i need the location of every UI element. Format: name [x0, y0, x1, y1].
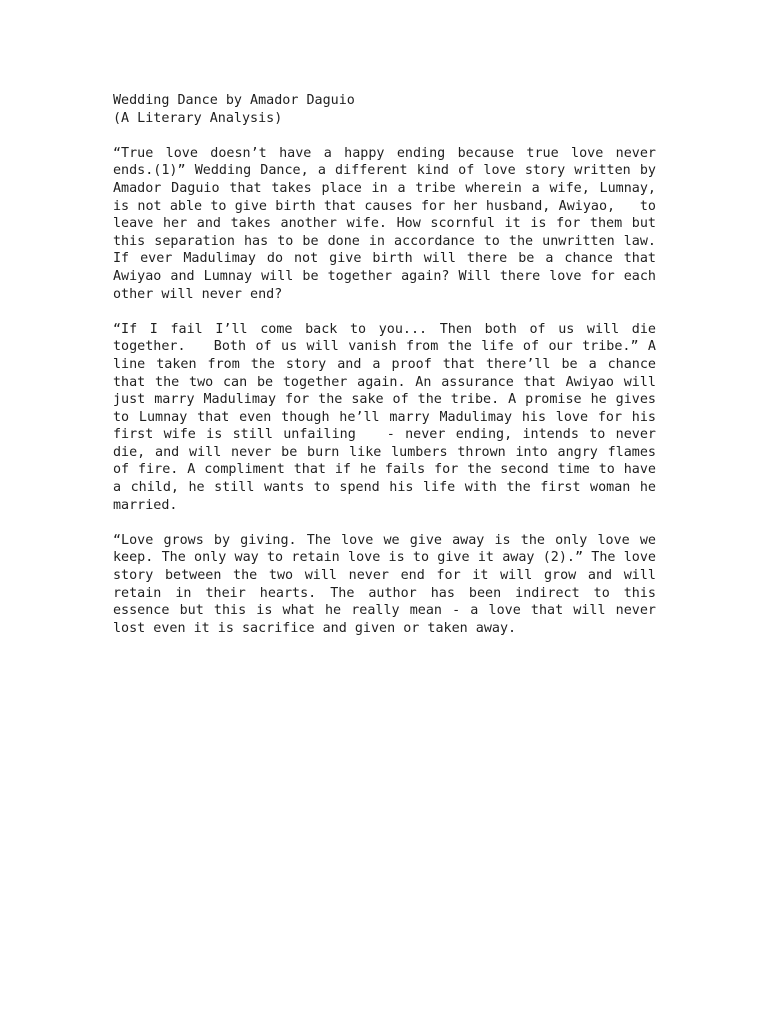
document-body — [113, 92, 681, 655]
paragraph-3: “Love grows by giving. The love we give away is the only love we keep. The only way to retain love is to give it away (2).” The love story between the two will never end for it will grow and will retain in their hearts. The author has been indirect to this essence but this is what he really mean - a love that will never lost even it is sacrifice and given or taken away. — [113, 532, 665, 636]
paragraph-2: “If I fail I’ll come back to you... Then both of us will die together. Both of us will vanish from the life of our tribe.” A line taken from the story and a proof that there’ll be a chance that the two can be together again. An assurance that Awiyao will just marry Madulimay for the sake of the tribe. A promise he gives to Lumnay that even though he’ll marry Madulimay his love for his first wife is still unfailing - never ending, intends to never die, and will never be burn like lumbers thrown into angry flames of fire. A compliment that if he fails for the second time to have a child, he still wants to spend his life with the first woman he married. — [113, 321, 665, 513]
title-block — [113, 92, 656, 127]
document-title: Wedding Dance by Amador Daguio — [113, 93, 355, 108]
document-subtitle: (A Literary Analysis) — [113, 110, 283, 126]
paragraph-1: “True love doesn’t have a happy ending because true love never ends.(1)” Wedding Dance, a different kind of love story written by Amador Daguio that takes place in a tribe wherein a wife, Lumnay, is not able to give birth that causes for her husband, Awiyao, to leave her and takes another wife. How scornful it is for them but this separation has to be done in accordance to the unwritten law. If ever Madulimay do not give birth will there be a chance that Awiyao and Lumnay will be together again? Will there love for each other will never end? — [113, 145, 681, 302]
